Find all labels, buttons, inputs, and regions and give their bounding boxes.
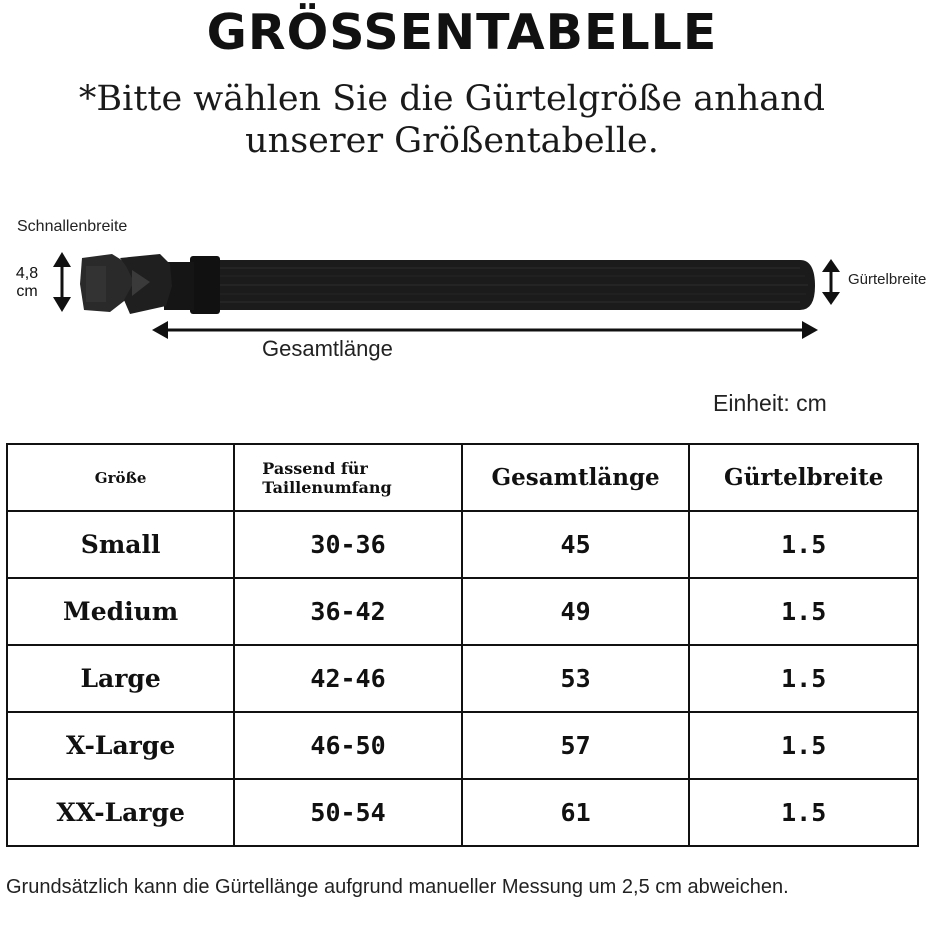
buckle-width-label: Schnallenbreite <box>17 218 128 235</box>
width-cell: 1.5 <box>689 779 918 846</box>
waist-cell: 42-46 <box>234 645 462 712</box>
width-cell: 1.5 <box>689 645 918 712</box>
subtitle <box>0 78 904 162</box>
length-cell: 61 <box>462 779 690 846</box>
belt-diagram <box>0 240 947 350</box>
buckle-width-number: 4,8 <box>15 265 39 282</box>
total-length-label: Gesamtlänge <box>262 336 393 361</box>
header-size: Größe <box>7 444 234 511</box>
header-belt-width: Gürtelbreite <box>689 444 918 511</box>
table-row <box>7 779 918 846</box>
table-row <box>7 578 918 645</box>
header-waist-line-1: Passend für <box>262 458 368 478</box>
subtitle-line-1: *Bitte wählen Sie die Gürtelgröße anhand <box>78 79 826 119</box>
waist-cell: 50-54 <box>234 779 462 846</box>
table-row <box>7 712 918 779</box>
header-total-length: Gesamtlänge <box>462 444 690 511</box>
unit-label: Einheit: cm <box>713 390 827 416</box>
buckle-width-unit: cm <box>16 283 38 300</box>
belt-width-label: Gürtelbreite <box>848 271 927 288</box>
size-cell: Large <box>7 645 234 712</box>
width-cell: 1.5 <box>689 712 918 779</box>
size-table <box>6 443 919 847</box>
waist-cell: 30-36 <box>234 511 462 578</box>
table-header-row <box>7 444 918 511</box>
length-cell: 53 <box>462 645 690 712</box>
length-cell: 45 <box>462 511 690 578</box>
size-cell: X-Large <box>7 712 234 779</box>
size-cell: Medium <box>7 578 234 645</box>
total-length-arrow <box>152 321 818 339</box>
subtitle-line-2: unserer Größentabelle. <box>245 121 659 161</box>
header-waist <box>234 444 462 511</box>
size-cell: XX-Large <box>7 779 234 846</box>
waist-cell: 46-50 <box>234 712 462 779</box>
belt-width-arrow <box>822 259 840 305</box>
belt-image <box>80 254 815 314</box>
size-cell: Small <box>7 511 234 578</box>
buckle-width-arrow <box>53 252 71 312</box>
waist-cell: 36-42 <box>234 578 462 645</box>
length-cell: 49 <box>462 578 690 645</box>
table-row <box>7 511 918 578</box>
width-cell: 1.5 <box>689 578 918 645</box>
table-row <box>7 645 918 712</box>
header-waist-line-2: Taillenumfang <box>262 477 392 497</box>
length-cell: 57 <box>462 712 690 779</box>
page-title: GRÖSSENTABELLE <box>206 4 718 61</box>
footnote: Grundsätzlich kann die Gürtellänge aufgrund manueller Messung um 2,5 cm abweichen. <box>6 876 789 898</box>
width-cell: 1.5 <box>689 511 918 578</box>
